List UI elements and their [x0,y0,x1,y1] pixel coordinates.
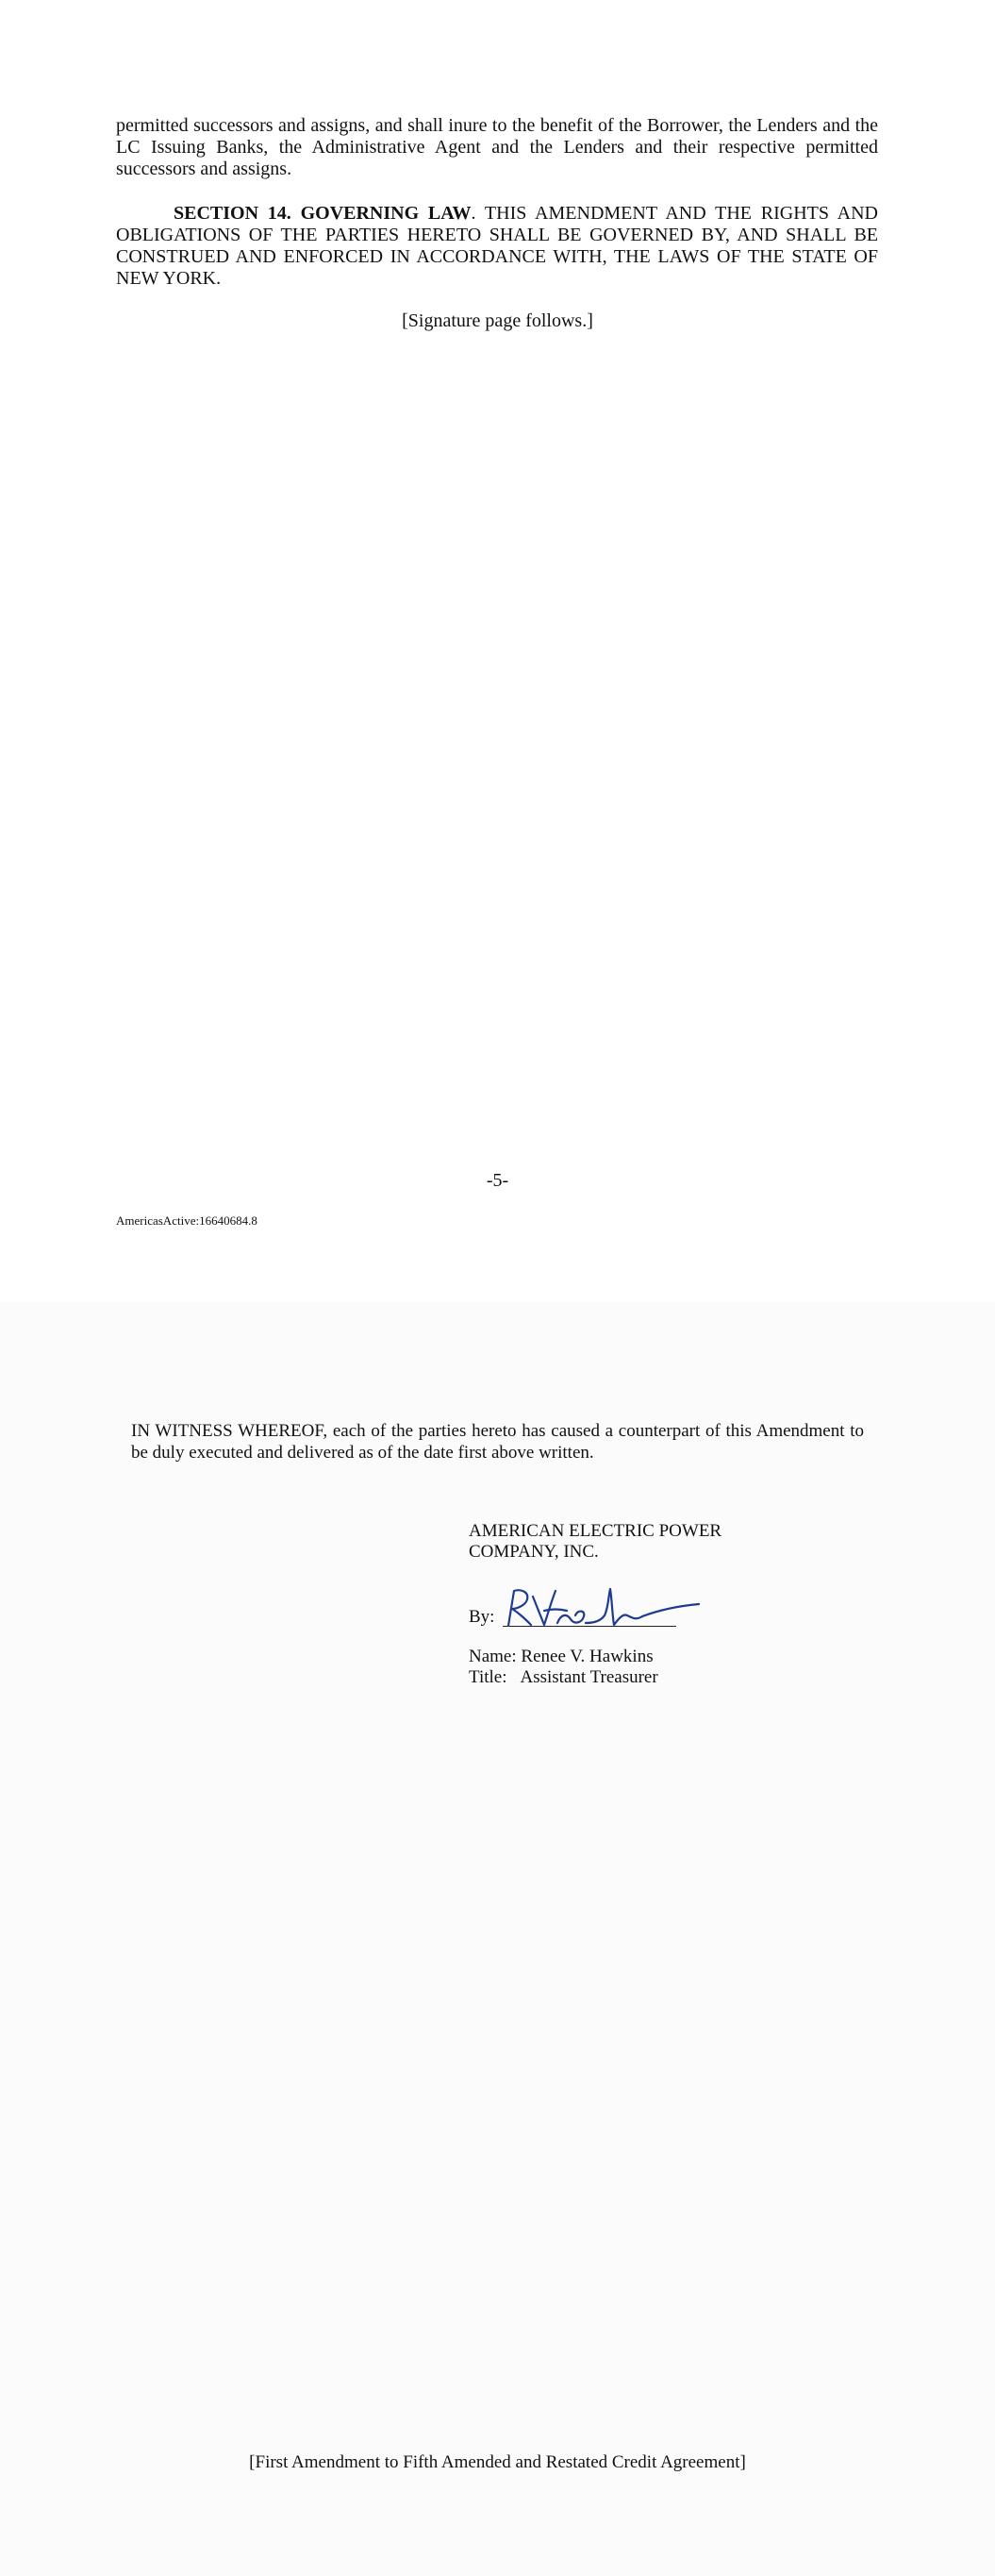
witness-paragraph: IN WITNESS WHEREOF, each of the parties hereto has caused a counterpart of this Amendment to be duly executed and delivered as of the date first above written. [131,1421,864,1463]
by-label: By: [469,1607,495,1627]
page-number: -5- [486,1170,509,1191]
paragraph-continuation: permitted successors and assigns, and shall inure to the benefit of the Borrower, the Lenders and the LC Issuing Banks, the Administrative Agent and the Lenders and their respective permitted successors and assigns. [116,115,878,179]
section-14-heading: SECTION 14. GOVERNING LAW [174,203,472,224]
company-name-line-2: COMPANY, INC. [469,1542,599,1562]
name-label: Name: [469,1647,517,1666]
signature-line [469,1585,714,1632]
signature-page-caption: [First Amendment to Fifth Amended and Restated Credit Agreement] [249,2452,746,2472]
signatory-company [469,1521,780,1563]
handwritten-signature [503,1585,701,1631]
section-14-text: . THIS AMENDMENT AND THE RIGHTS AND OBLIGATIONS OF THE PARTIES HERETO SHALL BE GOVERNED BY, AND SHALL BE CONSTRUED AND ENFORCED IN ACCORDANCE WITH, THE LAWS OF THE STATE OF NEW YORK. [116,203,878,289]
title-value: Assistant Treasurer [520,1667,658,1687]
title-label: Title: [469,1667,507,1687]
document-id: AmericasActive:16640684.8 [116,1213,257,1228]
signature-page [0,1302,995,2576]
company-name-line-1: AMERICAN ELECTRIC POWER [469,1521,722,1541]
signatory-name [469,1647,654,1667]
section-14-paragraph [116,203,878,290]
signature-page-follows-note: [Signature page follows.] [402,310,593,331]
name-value: Renee V. Hawkins [521,1647,654,1666]
signatory-title [469,1667,658,1688]
